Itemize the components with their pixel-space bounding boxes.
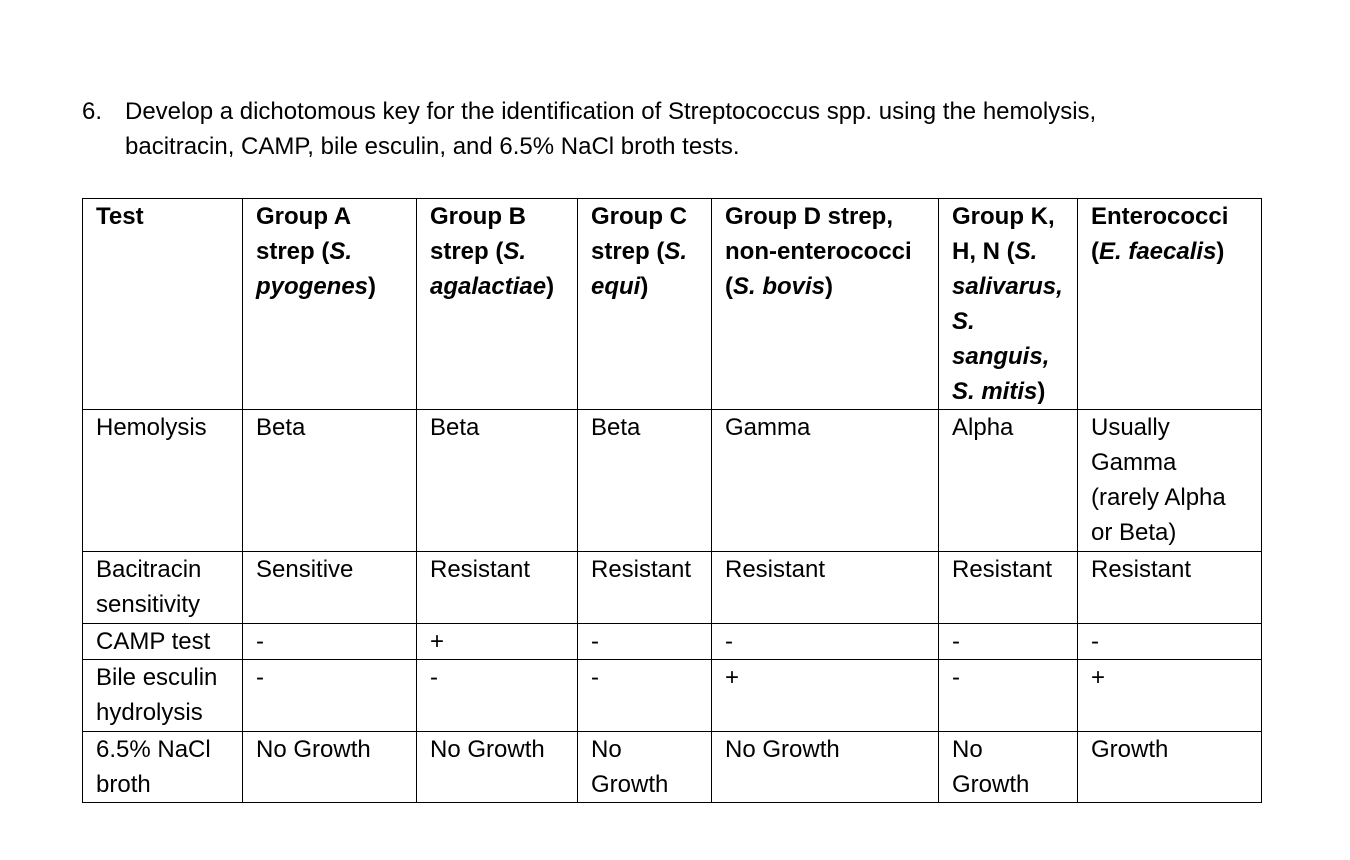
cell: - — [578, 660, 712, 732]
header-group-c: Group C strep (S. equi) — [578, 199, 712, 410]
row-label: Bile esculin hydrolysis — [83, 660, 243, 732]
row-label: CAMP test — [83, 624, 243, 660]
question-text-line2: bacitracin, CAMP, bile esculin, and 6.5% NaCl broth tests. — [125, 133, 740, 160]
cell: Beta — [417, 410, 578, 552]
cell: - — [243, 624, 417, 660]
cell: No Growth — [939, 732, 1078, 803]
header-test: Test — [83, 199, 243, 410]
header-enterococci: Enterococci (E. faecalis) — [1078, 199, 1262, 410]
row-nacl — [83, 732, 1262, 803]
question — [82, 94, 1282, 164]
cell: + — [1078, 660, 1262, 732]
header-group-d: Group D strep, non-enterococci (S. bovis) — [712, 199, 939, 410]
cell: Resistant — [578, 552, 712, 624]
header-group-b: Group B strep (S. agalactiae) — [417, 199, 578, 410]
cell: - — [243, 660, 417, 732]
cell: Sensitive — [243, 552, 417, 624]
cell: No Growth — [243, 732, 417, 803]
question-number: 6. — [82, 98, 103, 125]
header-group-khn: Group K, H, N (S. salivarus, S. sanguis, S. mitis) — [939, 199, 1078, 410]
cell: Beta — [578, 410, 712, 552]
question-text-line1: Develop a dichotomous key for the identification of Streptococcus spp. using the hemolysis, — [125, 98, 1097, 125]
cell: Resistant — [712, 552, 939, 624]
cell: Growth — [1078, 732, 1262, 803]
cell: No Growth — [417, 732, 578, 803]
cell: Usually Gamma (rarely Alpha or Beta) — [1078, 410, 1262, 552]
cell: Resistant — [417, 552, 578, 624]
cell: Resistant — [939, 552, 1078, 624]
cell: - — [1078, 624, 1262, 660]
row-camp — [83, 624, 1262, 660]
cell: - — [578, 624, 712, 660]
cell: - — [939, 624, 1078, 660]
cell: No Growth — [578, 732, 712, 803]
row-bacitracin — [83, 552, 1262, 624]
cell: - — [712, 624, 939, 660]
header-row — [83, 199, 1262, 410]
cell: + — [417, 624, 578, 660]
cell: - — [417, 660, 578, 732]
row-label: Bacitracin sensitivity — [83, 552, 243, 624]
cell: No Growth — [712, 732, 939, 803]
cell: Resistant — [1078, 552, 1262, 624]
row-label: Hemolysis — [83, 410, 243, 552]
header-group-a: Group A strep (S. pyogenes) — [243, 199, 417, 410]
cell: - — [939, 660, 1078, 732]
cell: Alpha — [939, 410, 1078, 552]
streptococcus-key-table — [82, 198, 1262, 803]
question-text — [125, 94, 1282, 164]
row-bile-esculin — [83, 660, 1262, 732]
row-hemolysis — [83, 410, 1262, 552]
row-label: 6.5% NaCl broth — [83, 732, 243, 803]
cell: + — [712, 660, 939, 732]
cell: Beta — [243, 410, 417, 552]
cell: Gamma — [712, 410, 939, 552]
